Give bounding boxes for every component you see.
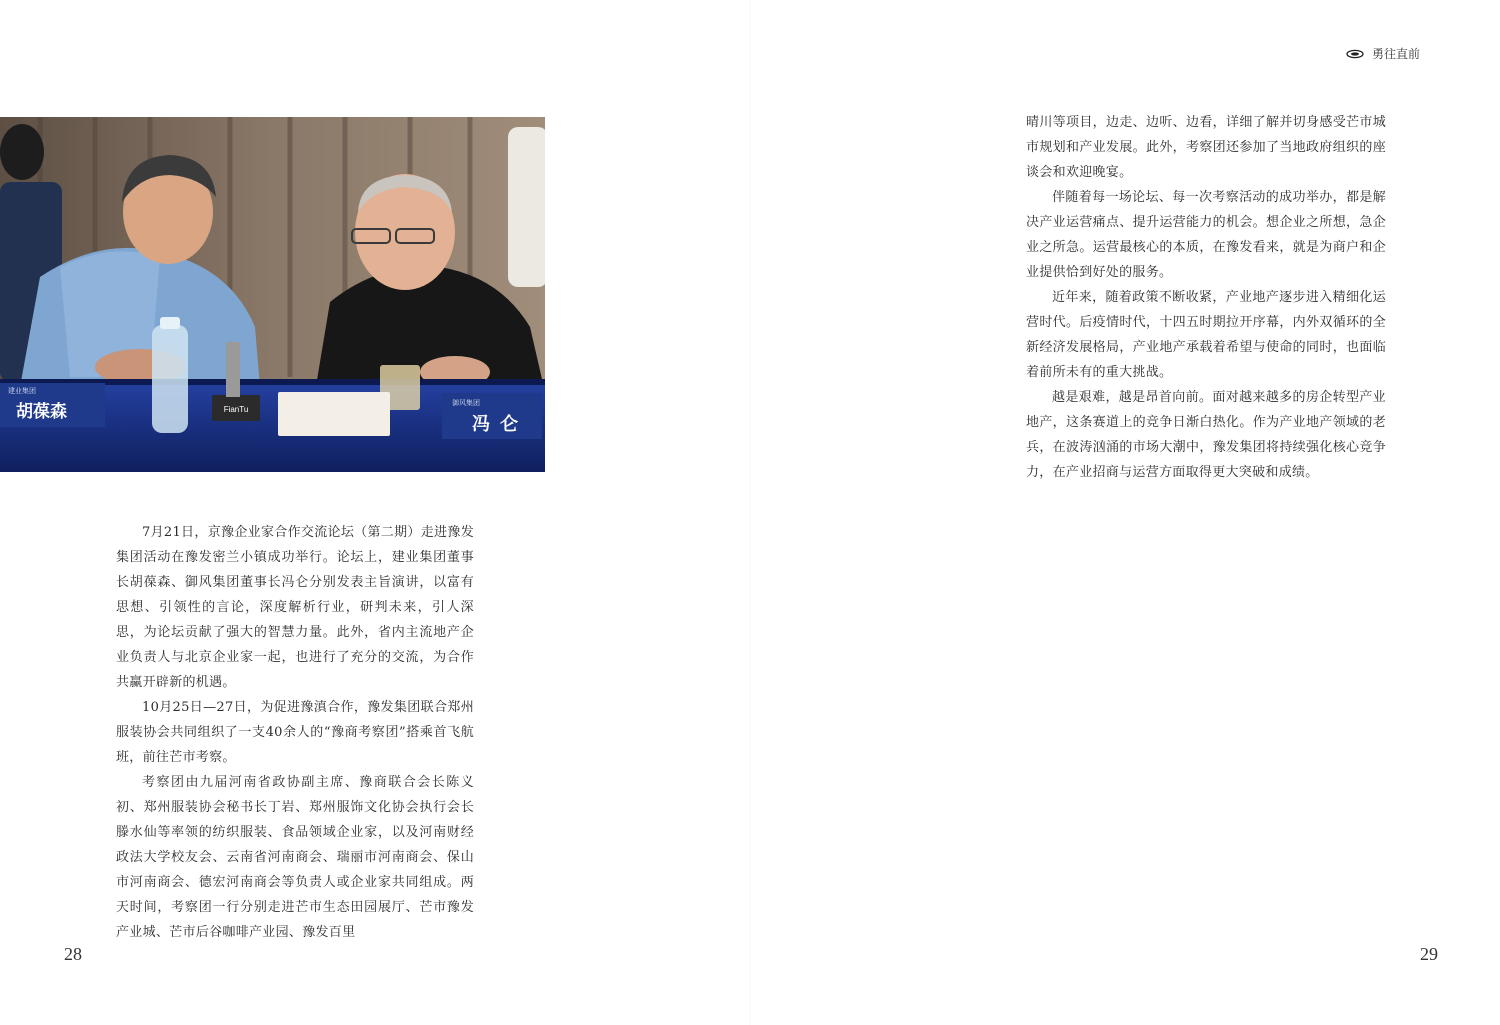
- continued-paragraph: 晴川等项目，边走、边听、边看，详细了解并切身感受芒市城市规划和产业发展。此外，考察团还参加了当地政府组织的座谈会和欢迎晚宴。: [1026, 115, 1386, 180]
- page-number-right: 29: [1420, 944, 1438, 964]
- right-page-body: [1026, 110, 1386, 485]
- left-page-body: [116, 520, 474, 945]
- forum-photo: [0, 117, 545, 472]
- running-header: [1346, 45, 1420, 62]
- paragraph: 10月25日—27日，为促进豫滇合作，豫发集团联合郑州服装协会共同组织了一支40余人的“豫商考察团”搭乘首飞航班，前往芒市考察。: [116, 700, 474, 765]
- paragraph: 伴随着每一场论坛、每一次考察活动的成功举办，都是解决产业运营痛点、提升运营能力的机会。想企业之所想，急企业之所急。运营最核心的本质，在豫发看来，就是为商户和企业提供恰到好处的服务。: [1026, 190, 1386, 280]
- name-card-right: 冯仑: [472, 414, 528, 435]
- paragraph: 近年来，随着政策不断收紧，产业地产逐步进入精细化运营时代。后疫情时代，十四五时期拉开序幕，内外双循环的全新经济发展格局，产业地产承载着希望与使命的同时，也面临着前所未有的重大挑战。: [1026, 290, 1386, 380]
- header-title: 勇往直前: [1371, 47, 1420, 61]
- paragraph: 越是艰难，越是昂首向前。面对越来越多的房企转型产业地产，这条赛道上的竞争日渐白热化。作为产业地产领域的老兵，在波涛汹涌的市场大潮中，豫发集团将持续强化核心竞争力，在产业招商与运营方面取得更大突破和成绩。: [1026, 390, 1386, 480]
- name-card-left-org: 建业集团: [8, 387, 36, 395]
- name-card-right-org: 御风集团: [452, 399, 480, 407]
- paragraph: 7月21日，京豫企业家合作交流论坛（第二期）走进豫发集团活动在豫发密兰小镇成功举行。论坛上，建业集团董事长胡葆森、御风集团董事长冯仑分别发表主旨演讲，以富有思想、引领性的言论，深度解析行业，研判未来，引人深思，为论坛贡献了强大的智慧力量。此外，省内主流地产企业负责人与北京企业家一起，也进行了充分的交流，为合作共赢开辟新的机遇。: [116, 525, 474, 690]
- spread-gutter: [749, 0, 751, 1025]
- brand-logo-icon: [1346, 49, 1364, 59]
- paragraph: 考察团由九届河南省政协副主席、豫商联合会长陈义初、郑州服装协会秘书长丁岩、郑州服饰文化协会执行会长滕水仙等率领的纺织服装、食品领域企业家，以及河南财经政法大学校友会、云南省河南商会、瑞丽市河南商会、保山市河南商会、德宏河南商会等负责人或企业家共同组成。两天时间，考察团一行分别走进芒市生态田园展厅、芒市豫发产业城、芒市后谷咖啡产业园、豫发百里: [116, 775, 474, 940]
- device-label: FianTu: [223, 405, 249, 414]
- forum-photo-image: [0, 117, 545, 472]
- name-card-left: 胡葆森: [16, 402, 67, 422]
- page-number-left: 28: [64, 944, 82, 964]
